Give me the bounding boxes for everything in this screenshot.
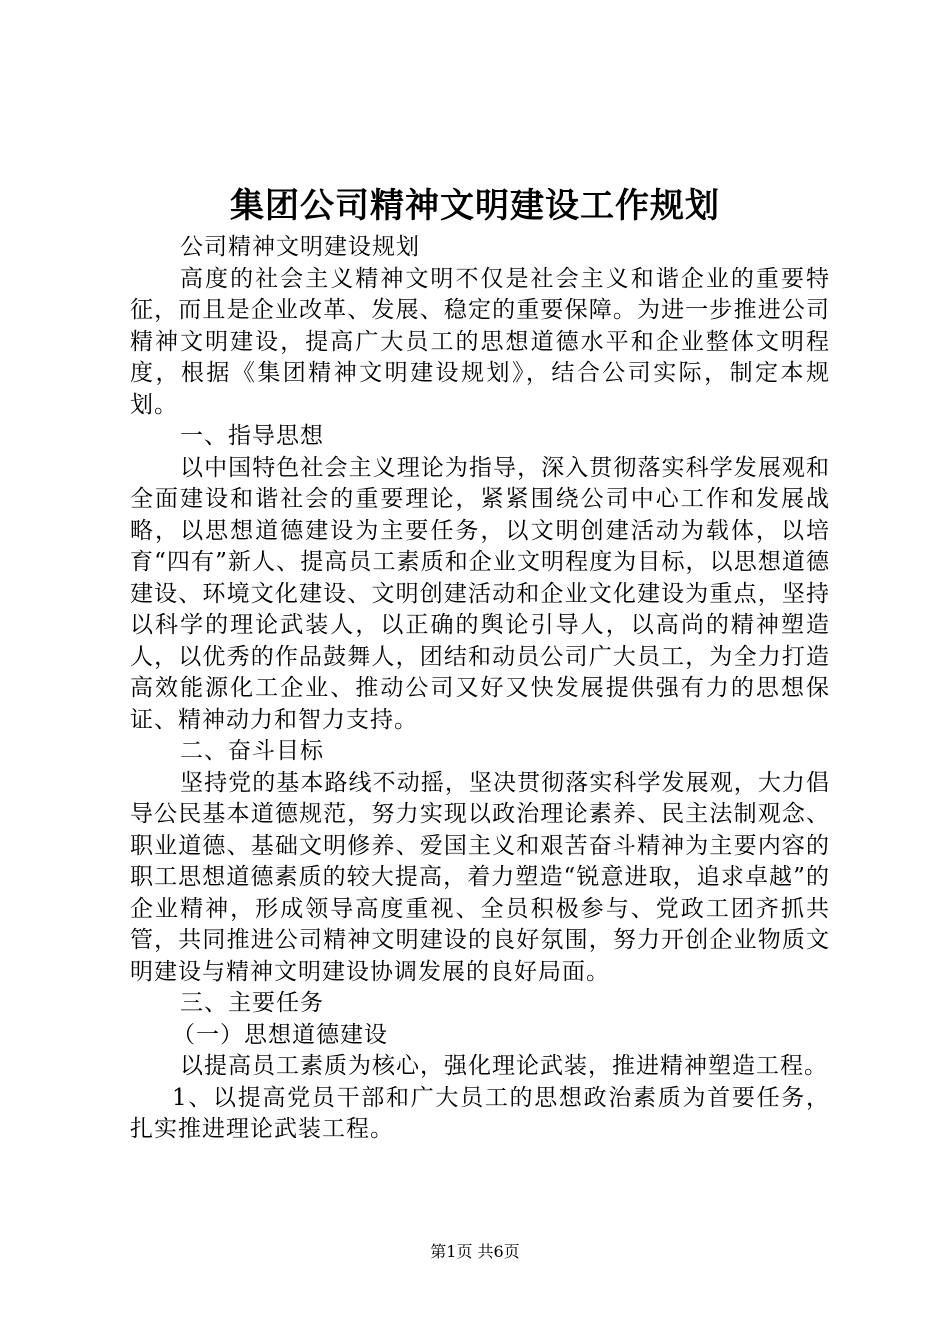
document-title: 集团公司精神文明建设工作规划	[230, 186, 720, 226]
guiding-ideology-paragraph: 以中国特色社会主义理论为指导，深入贯彻落实科学发展观和全面建设和谐社会的重要理论，紧紧围绕公司中心工作和发展战略，以思想道德建设为主要任务，以文明创建活动为载体，以培育“四有”新人、提高员工素质和企业文明程度为目标，以思想道德建设、环境文化建设、文明创建活动和企业文化建设为重点，坚持以科学的理论武装人，以正确的舆论引导人，以高尚的精神塑造人，以优秀的作品鼓舞人，团结和动员公司广大员工，为全力打造高效能源化工企业、推动公司又好又快发展提供强有力的思想保证、精神动力和智力支持。	[130, 454, 830, 733]
moral-construction-paragraph: 以提高员工素质为核心，强化理论武装，推进精神塑造工程。	[180, 1053, 828, 1079]
page-footer: 第1页 共6页	[430, 1242, 520, 1261]
document-body	[130, 232, 830, 1146]
section-heading-guiding-ideology: 一、指导思想	[180, 423, 324, 449]
subsection-heading-moral-construction: （一）思想道德建设	[172, 1021, 388, 1048]
subtitle-paragraph: 公司精神文明建设规划	[180, 234, 420, 260]
section-heading-main-tasks: 三、主要任务	[180, 990, 324, 1016]
goals-paragraph: 坚持党的基本路线不动摇，坚决贯彻落实科学发展观，大力倡导公民基本道德规范，努力实现以政治理论素养、民主法制观念、职业道德、基础文明修养、爱国主义和艰苦奋斗精神为主要内容的职工思想道德素质的较大提高，着力塑造“锐意进取，追求卓越”的企业精神，形成领导高度重视、全员积极参与、党政工团齐抓共管，共同推进公司精神文明建设的良好氛围，努力开创企业物质文明建设与精神文明建设协调发展的良好局面。	[130, 769, 830, 985]
intro-paragraph: 高度的社会主义精神文明不仅是社会主义和谐企业的重要特征，而且是企业改革、发展、稳定的重要保障。为进一步推进公司精神文明建设，提高广大员工的思想道德水平和企业整体文明程度，根据《集团精神文明建设规划》，结合公司实际，制定本规划。	[130, 265, 830, 418]
section-heading-goals: 二、奋斗目标	[180, 738, 324, 764]
task-item-1: 1、以提高党员干部和广大员工的思想政治素质为首要任务，扎实推进理论武装工程。	[130, 1084, 830, 1142]
